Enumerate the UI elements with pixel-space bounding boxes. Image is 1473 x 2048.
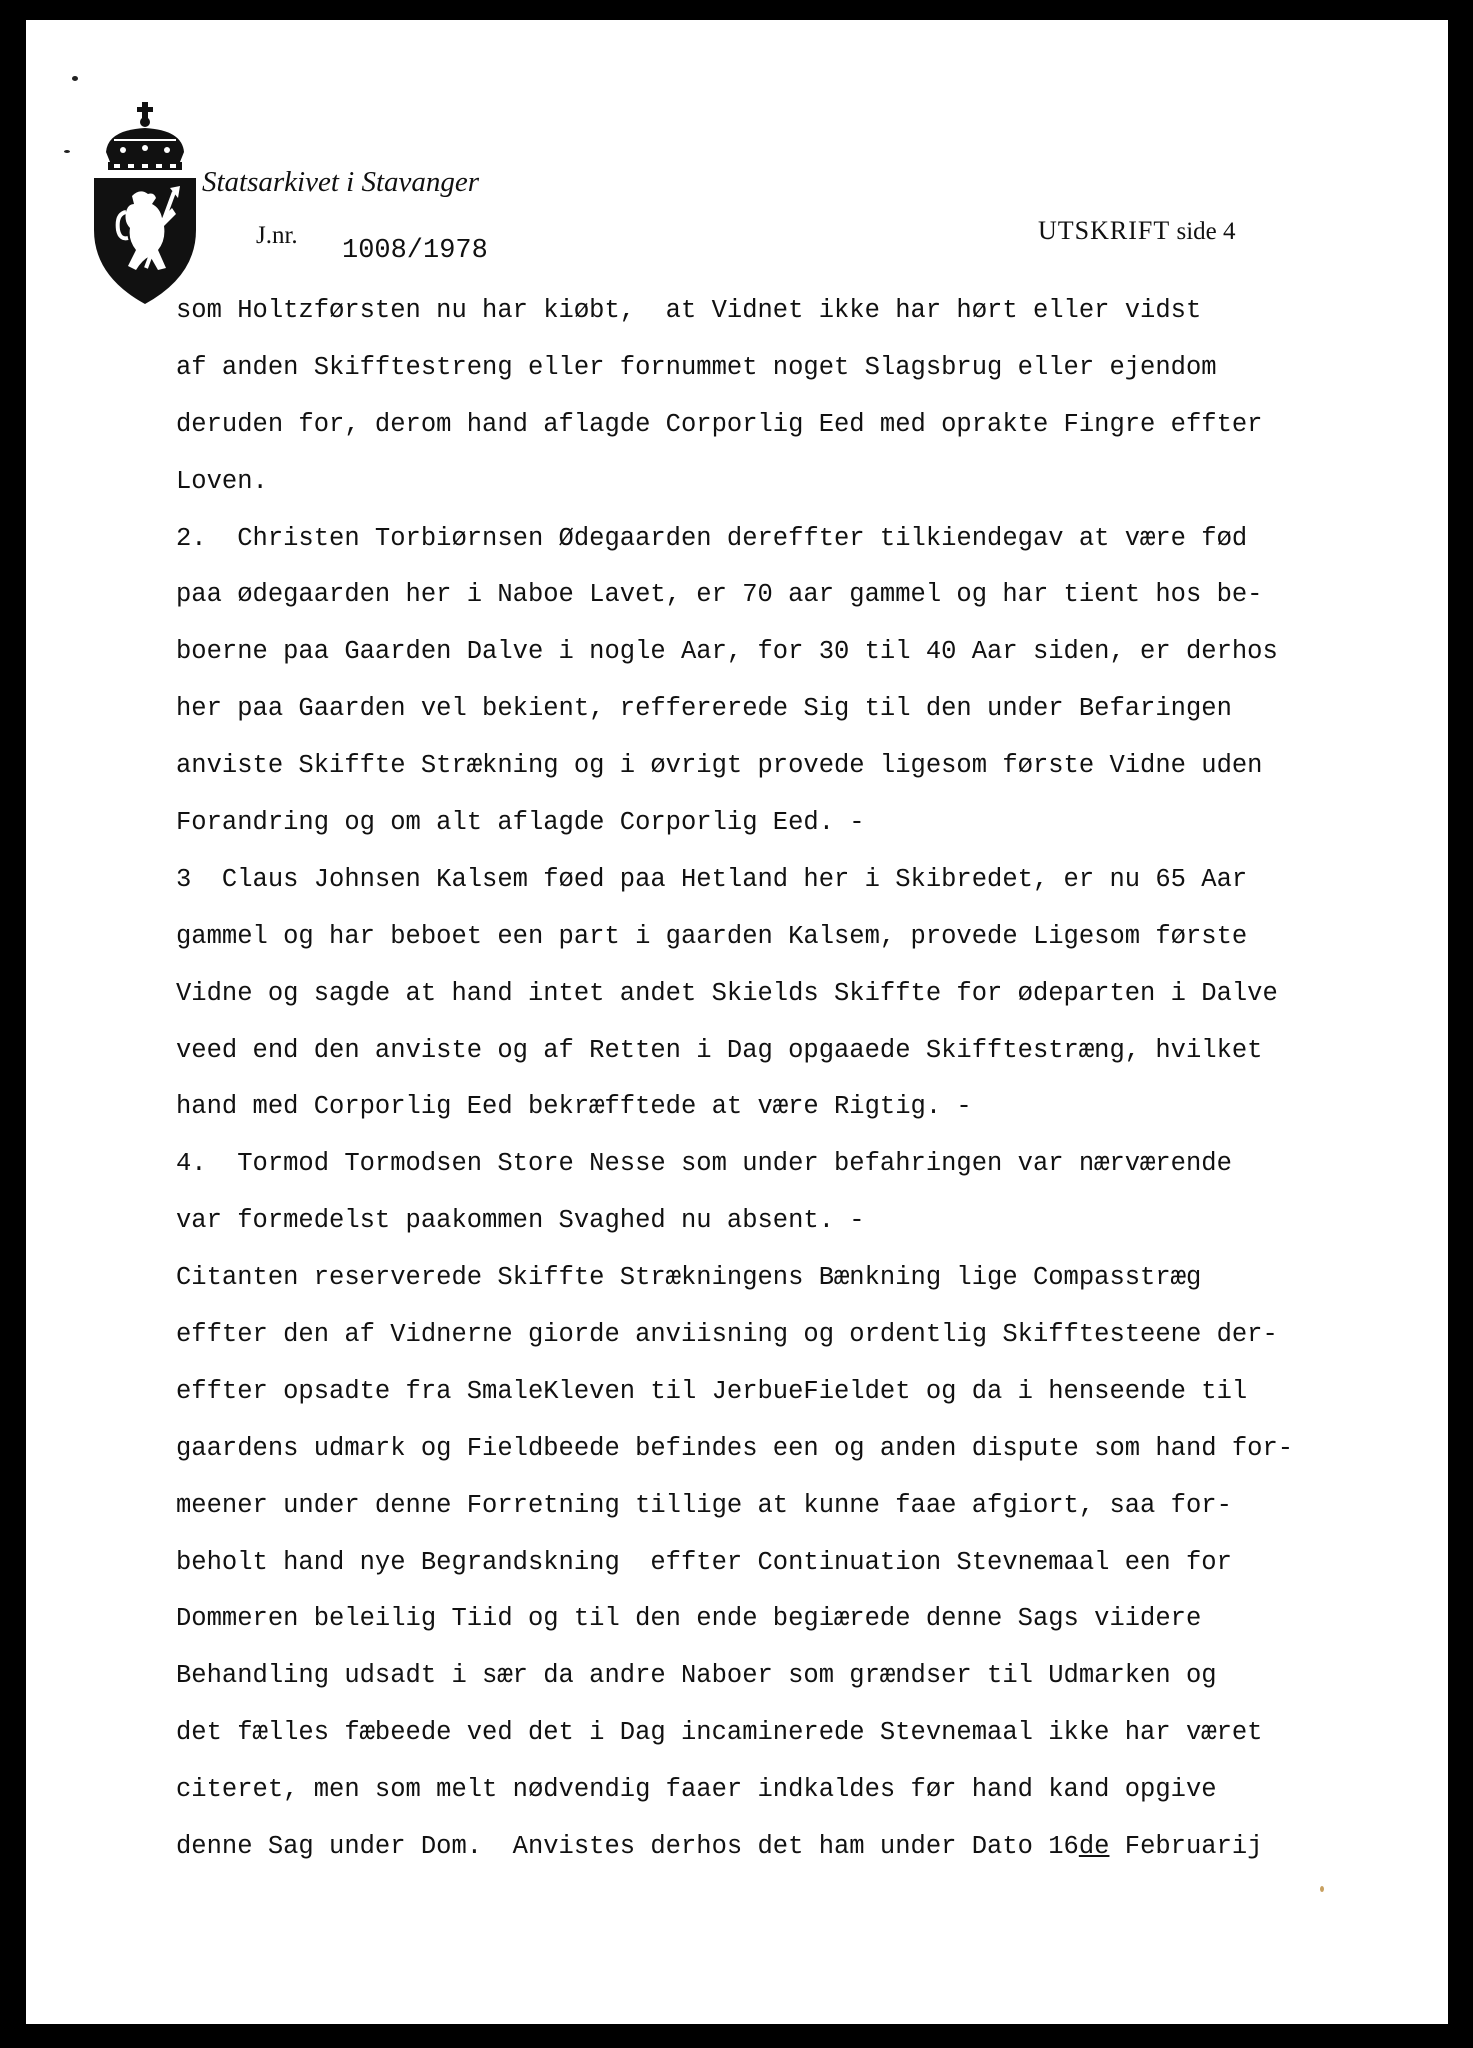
text-line-last (176, 1819, 1293, 1876)
journal-number-label: J.nr. (256, 222, 298, 249)
text-line: Dommeren beleilig Tiid og til den ende begiærede denne Sags viidere (176, 1604, 1202, 1634)
transcript-body (176, 283, 1293, 1876)
scan-speck (72, 76, 78, 81)
text-segment: denne Sag under Dom. Anvistes derhos det ham under Dato 16 (176, 1832, 1079, 1862)
scan-speck (1320, 1886, 1324, 1892)
text-line: Forandring og om alt aflagde Corporlig Eed. - (176, 808, 865, 838)
text-line: af anden Skifftestreng eller fornummet noget Slagsbrug eller ejendom (176, 352, 1217, 382)
text-line: gaardens udmark og Fieldbeede befindes een og anden dispute som hand for- (176, 1433, 1294, 1463)
text-line: deruden for, derom hand aflagde Corporlig Eed med oprakte Fingre effter (176, 409, 1263, 439)
text-line: paa ødegaarden her i Naboe Lavet, er 70 aar gammel og har tient hos be- (176, 580, 1263, 610)
text-line: Loven. (176, 466, 268, 496)
archive-name: Statsarkivet i Stavanger (202, 166, 480, 198)
text-line: var formedelst paakommen Svaghed nu absent. - (176, 1206, 865, 1236)
text-line: citeret, men som melt nødvendig faaer indkaldes før hand kand opgive (176, 1775, 1217, 1805)
journal-number-value: 1008/1978 (342, 236, 488, 266)
text-line: hand med Corporlig Eed bekræfftede at være Rigtig. - (176, 1092, 972, 1122)
norwegian-coat-of-arms-icon (88, 100, 202, 306)
text-line: Vidne og sagde at hand intet andet Skields Skiffte for ødeparten i Dalve (176, 978, 1278, 1008)
text-line: effter opsadte fra SmaleKleven til JerbueFieldet og da i henseende til (176, 1376, 1248, 1406)
text-line: 4. Tormod Tormodsen Store Nesse som under befahringen var nærværende (176, 1149, 1232, 1179)
text-line: Behandling udsadt i sær da andre Naboer som grændser til Udmarken og (176, 1661, 1217, 1691)
text-line: beholt hand nye Begrandskning effter Continuation Stevnemaal een for (176, 1547, 1232, 1577)
text-line: meener under denne Forretning tillige at kunne faae afgiort, saa for- (176, 1490, 1232, 1520)
text-line: som Holtzførsten nu har kiøbt, at Vidnet ikke har hørt eller vidst (176, 296, 1202, 325)
text-line: effter den af Vidnerne giorde anviisning og ordentlig Skifftesteene der- (176, 1320, 1278, 1350)
page-label: side 4 (1176, 218, 1236, 245)
text-line: 3 Claus Johnsen Kalsem føed paa Hetland her i Skibredet, er nu 65 Aar (176, 864, 1248, 894)
text-line: veed end den anviste og af Retten i Dag opgaaede Skifftestræng, hvilket (176, 1035, 1263, 1065)
document-label: UTSKRIFT (1038, 216, 1171, 245)
text-line: 2. Christen Torbiørnsen Ødegaarden dereffter tilkiendegav at være fød (176, 523, 1248, 553)
text-line: boerne paa Gaarden Dalve i nogle Aar, for 30 til 40 Aar siden, er derhos (176, 637, 1278, 667)
text-segment: Februarij (1109, 1832, 1263, 1862)
text-line: gammel og har beboet een part i gaarden Kalsem, provede Ligesom første (176, 921, 1248, 951)
document-page (26, 20, 1448, 2024)
underlined-superscript: de (1078, 1832, 1110, 1862)
text-line: det fælles fæbeede ved det i Dag incaminerede Stevnemaal ikke har været (176, 1718, 1263, 1748)
text-line: her paa Gaarden vel bekient, reffererede Sig til den under Befaringen (176, 694, 1232, 724)
transcript-page-header (1038, 216, 1236, 246)
text-line: Citanten reserverede Skiffte Strækningens Bænkning lige Compasstræg (176, 1263, 1202, 1293)
scan-speck (64, 150, 70, 153)
text-line: anviste Skiffte Strækning og i øvrigt provede ligesom første Vidne uden (176, 751, 1263, 781)
